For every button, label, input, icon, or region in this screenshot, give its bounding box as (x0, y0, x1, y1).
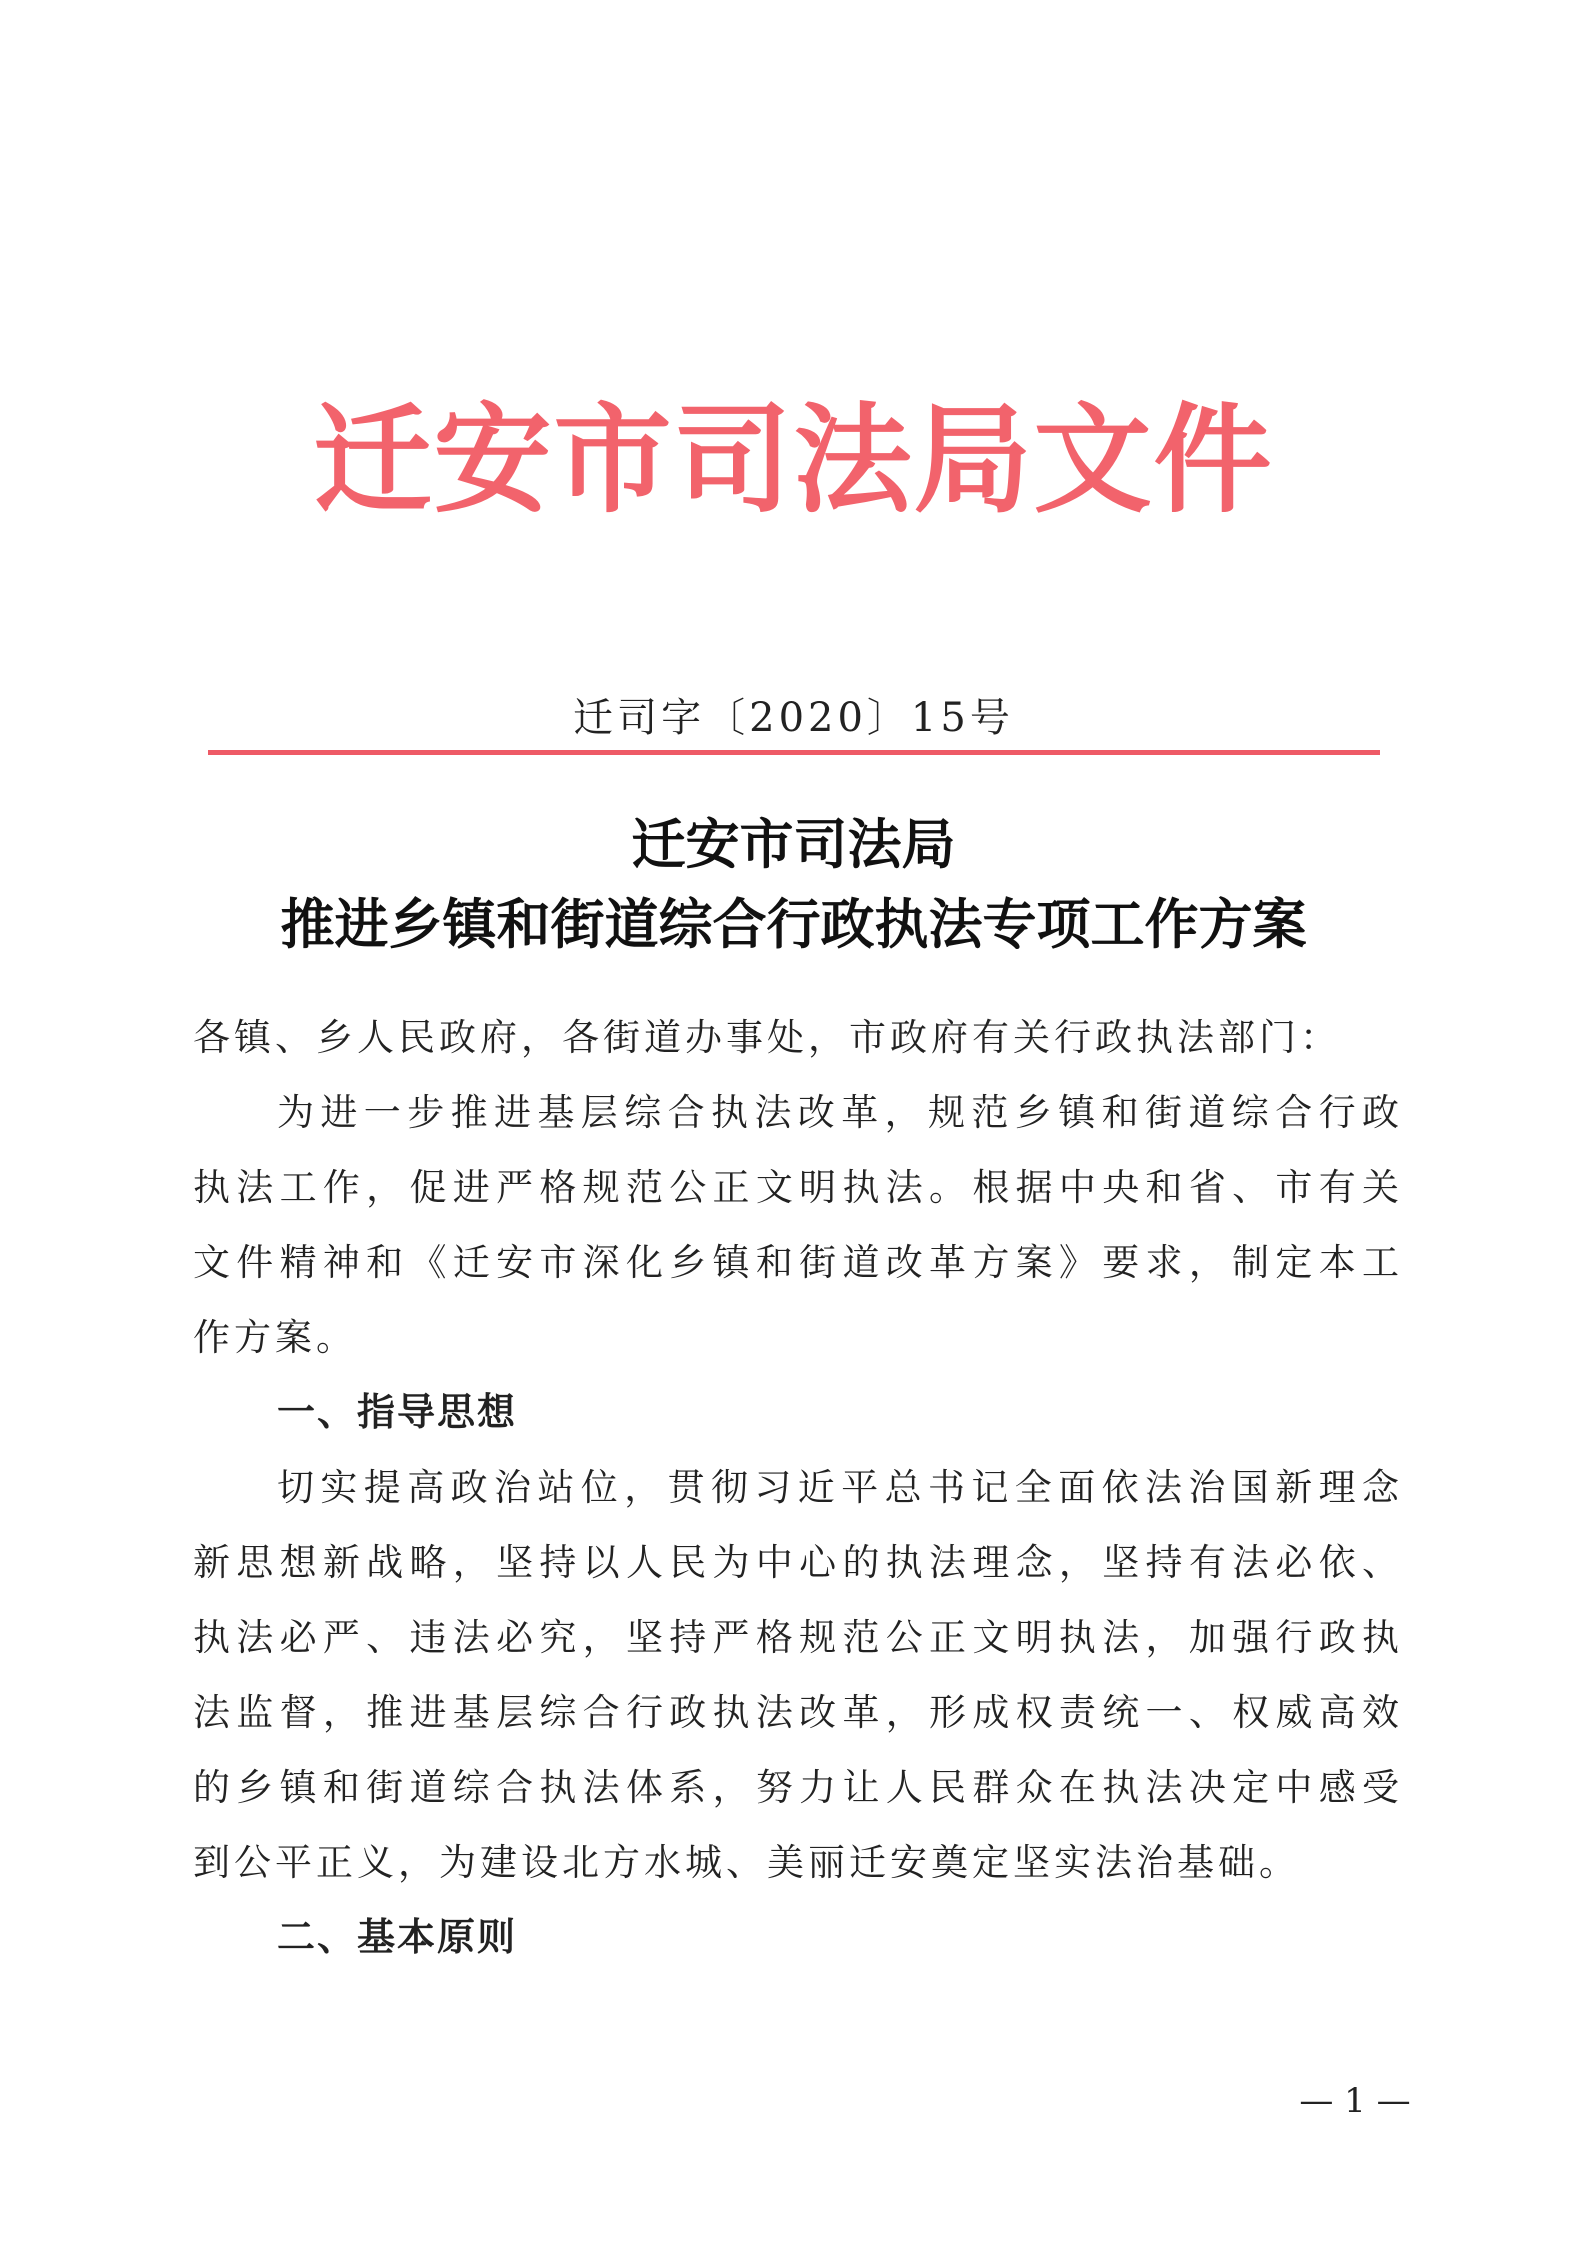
addressee-line: 各镇、乡人民政府，各街道办事处，市政府有关行政执法部门： (193, 1016, 1341, 1059)
red-divider-line (208, 750, 1380, 755)
section1-paragraph-line: 法监督，推进基层综合行政执法改革，形成权责统一、权威高效 (193, 1691, 1403, 1734)
section-heading-basic-principles: 二、基本原则 (277, 1915, 518, 1959)
section1-paragraph-line: 执法必严、违法必究，坚持严格规范公正文明执法，加强行政执 (193, 1616, 1403, 1659)
intro-paragraph-line: 文件精神和《迁安市深化乡镇和街道改革方案》要求，制定本工 (193, 1241, 1403, 1284)
intro-paragraph-line: 执法工作，促进严格规范公正文明执法。根据中央和省、市有关 (193, 1166, 1403, 1209)
section1-paragraph-line: 新思想新战略，坚持以人民为中心的执法理念，坚持有法必依、 (193, 1541, 1403, 1584)
document-masthead: 迁安市司法局文件 (313, 390, 1274, 529)
intro-paragraph-line: 为进一步推进基层综合执法改革，规范乡镇和街道综合行政 (277, 1091, 1403, 1134)
section1-paragraph-line: 到公平正义，为建设北方水城、美丽迁安奠定坚实法治基础。 (193, 1841, 1300, 1884)
page-number: — 1 — (1299, 2081, 1411, 2121)
section-heading-guiding-thought: 一、指导思想 (277, 1390, 518, 1434)
document-title-line-2: 推进乡镇和街道综合行政执法专项工作方案 (280, 892, 1307, 956)
document-number: 迁司字〔2020〕15号 (573, 695, 1014, 741)
section1-paragraph-line: 切实提高政治站位，贯彻习近平总书记全面依法治国新理念 (277, 1466, 1403, 1509)
document-title-line-1: 迁安市司法局 (631, 812, 956, 876)
intro-paragraph-line: 作方案。 (193, 1316, 357, 1359)
section1-paragraph-line: 的乡镇和街道综合执法体系，努力让人民群众在执法决定中感受 (193, 1766, 1403, 1809)
